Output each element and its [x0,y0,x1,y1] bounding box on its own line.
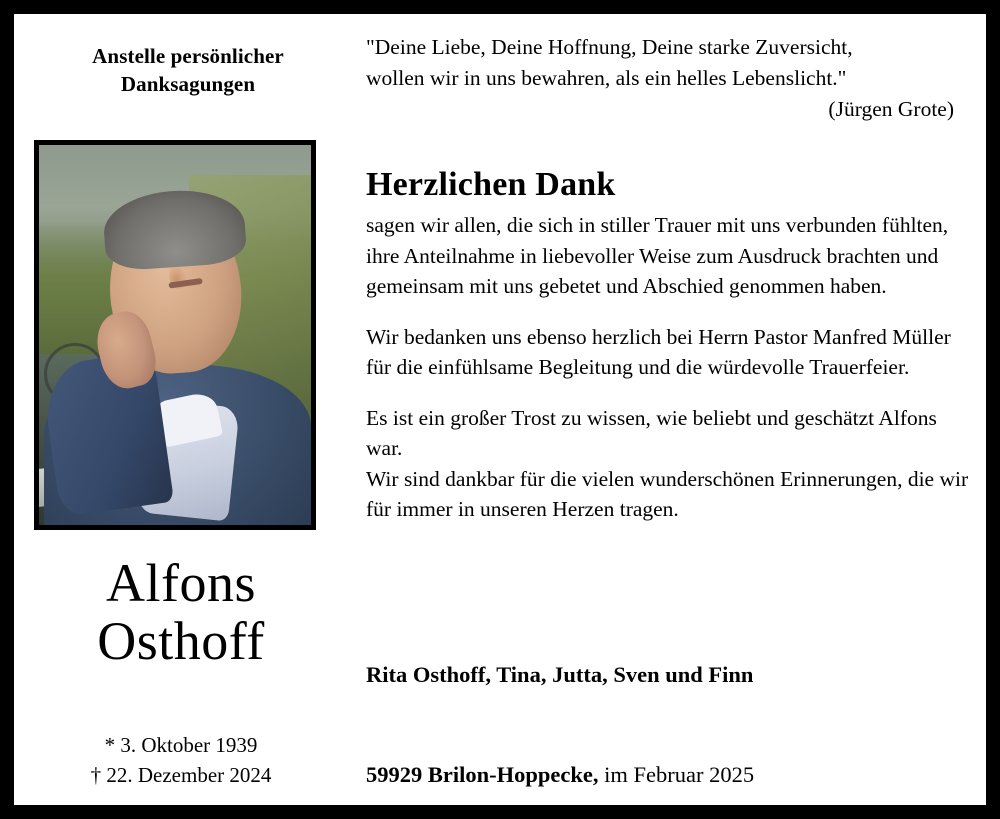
deceased-last-name: Osthoff [97,611,265,672]
quote-line-1: "Deine Liebe, Deine Hoffnung, Deine starke Zuversicht, [366,35,853,59]
portrait-photo [34,140,316,530]
thanks-paragraph-3: Es ist ein großer Trost zu wissen, wie beliebt und geschätzt Alfons war. [366,405,937,461]
left-column [28,24,348,99]
quote-author: (Jürgen Grote) [828,97,954,122]
birth-date: * 3. Oktober 1939 [104,733,258,757]
date: im Februar 2025 [604,762,755,787]
thanks-title: Herzlichen Dank [366,166,616,204]
thanks-paragraph-1: sagen wir allen, die sich in stiller Trauer mit uns verbunden fühlten, ihre Anteilnahme in liebevoller Weise zum Ausdruck brachten und gemeinsam mit uns gebetet und Abschied genommen haben. [366,213,949,299]
place-and-date [366,762,754,788]
deceased-name [14,554,348,671]
deceased-first-name: Alfons [106,553,256,613]
thanks-paragraph-2: Wir bedanken uns ebenso herzlich bei Herrn Pastor Manfred Müller für die einfühlsame Begleitung und die würdevolle Trauerfeier. [366,324,951,380]
quote-line-2: wollen wir in uns bewahren, als ein helles Lebenslicht." [366,65,847,90]
anstelle-heading-line2: Danksagungen [120,72,256,97]
anstelle-heading [28,42,348,99]
life-dates [14,730,348,791]
thanks-paragraph-4: Wir sind dankbar für die vielen wunderschönen Erinnerungen, die wir für immer in unseren Herzen tragen. [366,466,969,522]
right-column [366,32,970,787]
place: 59929 Brilon-Hoppecke, [366,762,599,787]
anstelle-heading-line1: Anstelle persönlicher [92,44,284,68]
death-date: † 22. Dezember 2024 [90,763,272,788]
family-signature: Rita Osthoff, Tina, Jutta, Sven und Finn [366,662,754,687]
memorial-quote [366,32,970,93]
portrait-photo-image [39,145,311,525]
